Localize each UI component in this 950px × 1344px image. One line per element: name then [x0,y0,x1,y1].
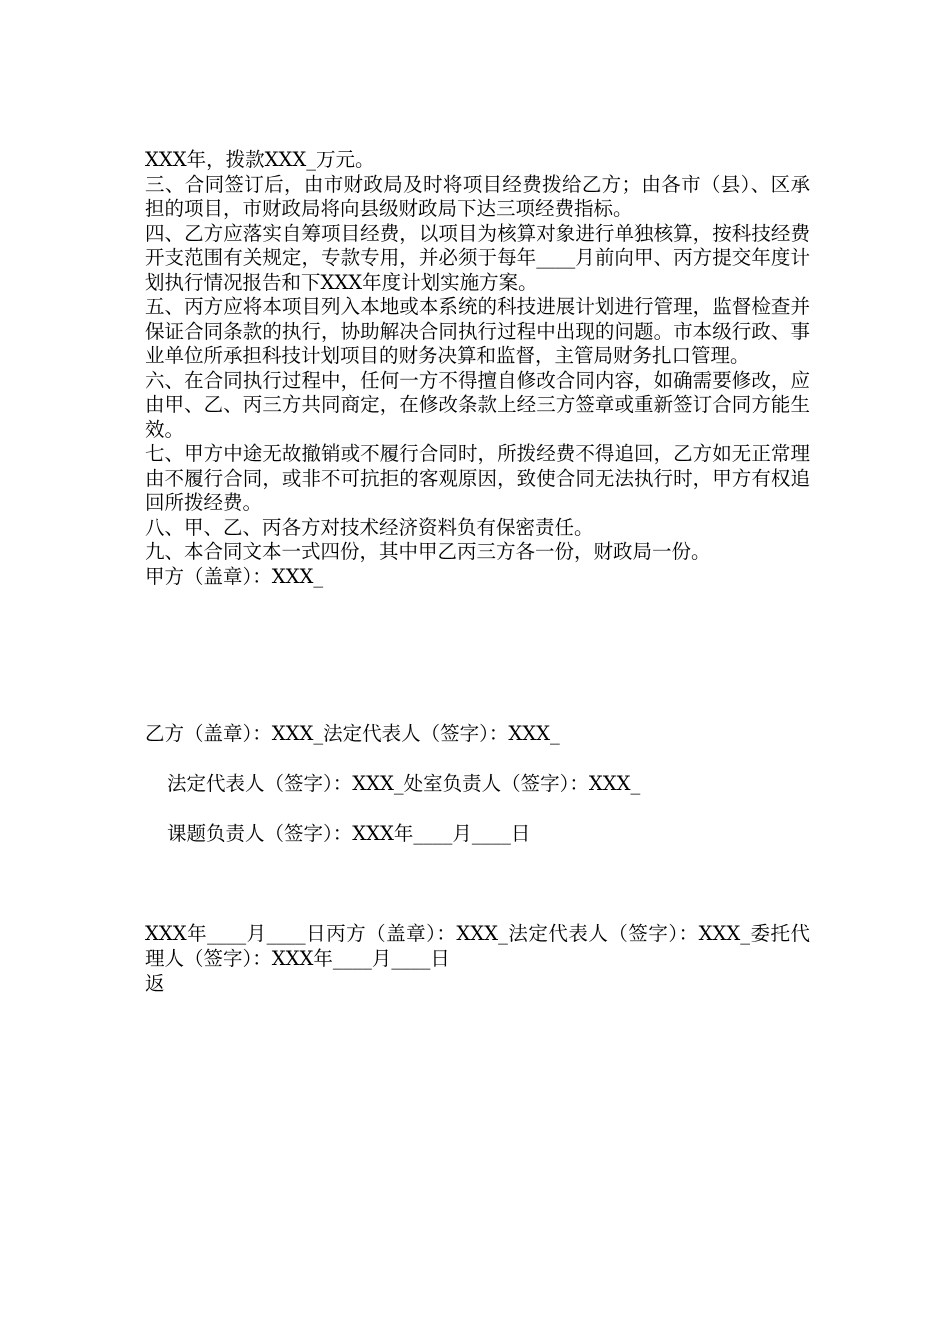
contract-body [145,148,810,589]
clause-funding: XXX年，拨款XXX_万元。 [145,148,375,171]
signature-party-c: XXX年____月____日丙方（盖章）：XXX_法定代表人（签字）：XXX_委托代理人（签字）：XXX年____月____日 [145,922,810,970]
signature-legal-representative: 法定代表人（签字）：XXX_处室负责人（签字）：XXX_ [167,772,641,795]
clause-6: 六、在合同执行过程中，任何一方不得擅自修改合同内容，如确需要修改，应由甲、乙、丙三方共同商定，在修改条款上经三方签章或重新签订合同方能生效。 [145,368,810,441]
clause-3: 三、合同签订后，由市财政局及时将项目经费拨给乙方；由各市（县）、区承担的项目，市财政局将向县级财政局下达三项经费指标。 [145,172,810,220]
signature-party-a: 甲方（盖章）：XXX_ [145,564,324,588]
signature-party-b: 乙方（盖章）：XXX_法定代表人（签字）：XXX_ [145,722,560,745]
clause-8: 八、甲、乙、丙各方对技术经济资料负有保密责任。 [145,515,594,539]
clause-4: 四、乙方应落实自筹项目经费，以项目为核算对象进行单独核算，按科技经费开支范围有关规定，专款专用，并必须于每年____月前向甲、丙方提交年度计划执行情况报告和下XXX年度计划实施方案。 [145,221,810,294]
clause-7: 七、甲方中途无故撤销或不履行合同时，所拨经费不得追回，乙方如无正常理由不履行合同，或非不可抗拒的客观原因，致使合同无法执行时，甲方有权追回所拨经费。 [145,442,810,514]
clause-9: 九、本合同文本一式四份，其中甲乙丙三方各一份，财政局一份。 [145,540,711,563]
signature-project-leader: 课题负责人（签字）：XXX年____月____日 [167,822,531,845]
back-link[interactable]: 返 [145,972,165,995]
clause-5: 五、丙方应将本项目列入本地或本系统的科技进展计划进行管理，监督检查并保证合同条款的执行，协助解决合同执行过程中出现的问题。市本级行政、事业单位所承担科技计划项目的财务决算和监督，主管局财务扎口管理。 [145,295,810,367]
